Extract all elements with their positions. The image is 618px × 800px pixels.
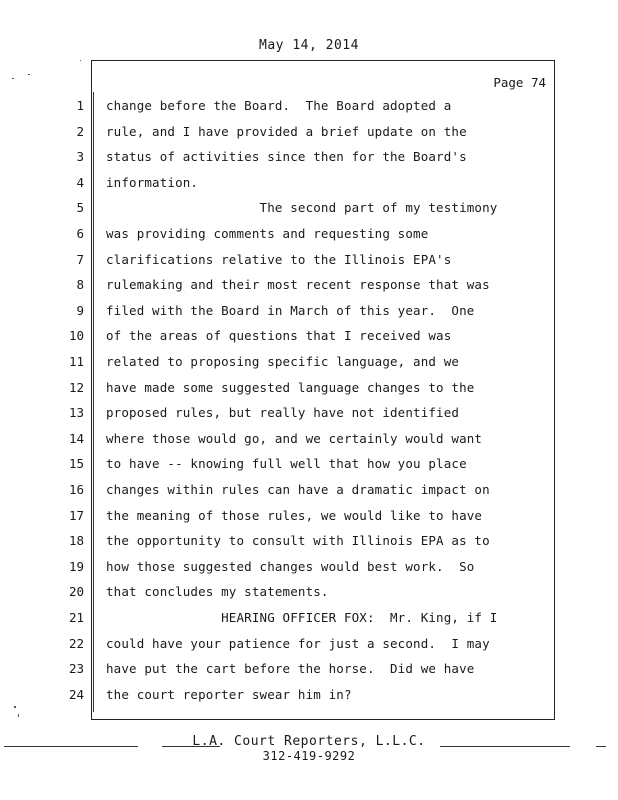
- line-number: 11: [68, 354, 84, 369]
- header-date: May 14, 2014: [259, 38, 359, 53]
- transcript-line-text: where those would go, and we certainly would want: [106, 431, 483, 446]
- transcript-line-text: related to proposing specific language, and we: [106, 354, 460, 369]
- transcript-line-text: to have -- knowing full well that how you place: [106, 456, 467, 471]
- line-number: 5: [76, 200, 84, 215]
- line-number: 9: [76, 303, 84, 318]
- line-number: 2: [76, 124, 84, 139]
- line-number: 19: [68, 559, 84, 574]
- line-number: 4: [76, 175, 84, 190]
- transcript-line-text: how those suggested changes would best work. So: [106, 559, 475, 574]
- line-number: 23: [68, 661, 84, 676]
- transcript-line-text: rule, and I have provided a brief update on the: [106, 124, 467, 139]
- line-number: 7: [76, 252, 84, 267]
- line-number: 17: [68, 508, 84, 523]
- transcript-line-text: of the areas of questions that I received was: [106, 328, 452, 343]
- line-number: 18: [68, 533, 84, 548]
- transcript-line-text: proposed rules, but really have not identified: [106, 405, 460, 420]
- transcript-line-text: information.: [106, 175, 199, 190]
- line-number: 20: [68, 584, 84, 599]
- transcript-line-text: filed with the Board in March of this year. One: [106, 303, 475, 318]
- line-number: 10: [68, 328, 84, 343]
- scan-speck: [12, 78, 14, 79]
- footer-phone: 312-419-9292: [262, 749, 356, 763]
- line-number: 8: [76, 277, 84, 292]
- transcript-line-text: the meaning of those rules, we would like to have: [106, 508, 483, 523]
- line-number: 21: [68, 610, 84, 625]
- transcript-line-text: changes within rules can have a dramatic impact on: [106, 482, 490, 497]
- line-number: 6: [76, 226, 84, 241]
- line-number: 24: [68, 687, 84, 702]
- line-number-margin-rule: [93, 92, 94, 712]
- transcript-line-text: change before the Board. The Board adopted a: [106, 98, 452, 113]
- page-number: Page 74: [493, 75, 546, 90]
- line-number: 12: [68, 380, 84, 395]
- line-number: 15: [68, 456, 84, 471]
- line-number: 3: [76, 149, 84, 164]
- scan-speck: [28, 74, 30, 75]
- line-number: 22: [68, 636, 84, 651]
- line-number: 13: [68, 405, 84, 420]
- transcript-line-text: was providing comments and requesting some: [106, 226, 429, 241]
- line-number: 1: [76, 98, 84, 113]
- transcript-line-text: status of activities since then for the Board's: [106, 149, 467, 164]
- transcript-line-text: rulemaking and their most recent response that was: [106, 277, 490, 292]
- transcript-line-text: HEARING OFFICER FOX: Mr. King, if I: [106, 610, 498, 625]
- scan-speck: [80, 60, 81, 61]
- scan-speck: [18, 714, 19, 717]
- line-number: 16: [68, 482, 84, 497]
- transcript-line-text: that concludes my statements.: [106, 584, 329, 599]
- line-number: 14: [68, 431, 84, 446]
- scan-speck: [14, 706, 16, 708]
- transcript-line-text: could have your patience for just a second. I may: [106, 636, 490, 651]
- transcript-line-text: the opportunity to consult with Illinois EPA as to: [106, 533, 490, 548]
- transcript-line-text: the court reporter swear him in?: [106, 687, 352, 702]
- footer-company: L.A. Court Reporters, L.L.C.: [192, 734, 426, 749]
- transcript-line-text: The second part of my testimony: [106, 200, 498, 215]
- transcript-line-text: have put the cart before the horse. Did we have: [106, 661, 475, 676]
- transcript-line-text: have made some suggested language changes to the: [106, 380, 475, 395]
- transcript-line-text: clarifications relative to the Illinois EPA's: [106, 252, 452, 267]
